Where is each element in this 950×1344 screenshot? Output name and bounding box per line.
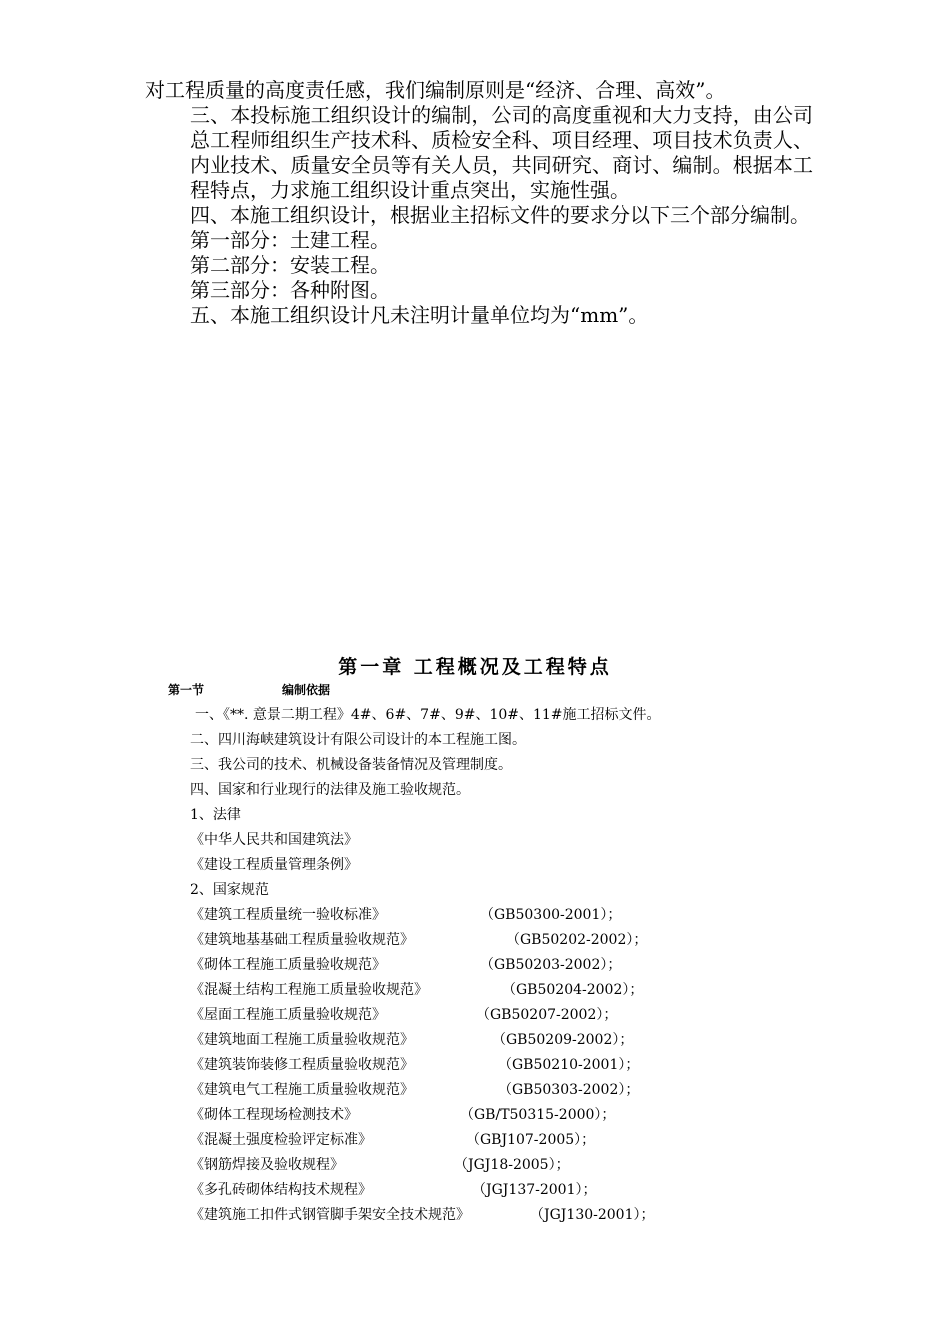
intro-paragraph-three: 三、本投标施工组织设计的编制，公司的高度重视和大力支持，由公司总工程师组织生产技术科、质检安全科、项目经理、项目技术负责人、内业技术、质量安全员等有关人员，共同研究、商讨、编制。根据本工程特点，力求施工组织设计重点突出，实施性强。 bbox=[190, 103, 813, 202]
standard-code: （GB50207-2002）； bbox=[476, 1007, 618, 1023]
standard-item bbox=[190, 928, 810, 953]
chapter-title: 第一章 工程概况及工程特点 bbox=[338, 656, 612, 678]
law-item: 《建设工程质量管理条例》 bbox=[190, 857, 358, 873]
standard-code: （JGJ130-2001）； bbox=[530, 1207, 655, 1223]
basis-item: 二、四川海峡建筑设计有限公司设计的本工程施工图。 bbox=[190, 732, 526, 748]
standard-name: 《混凝土强度检验评定标准》 bbox=[190, 1132, 372, 1148]
standard-item bbox=[190, 1128, 810, 1153]
standard-name: 《建筑装饰装修工程质量验收规范》 bbox=[190, 1057, 414, 1073]
standard-name: 《钢筋焊接及验收规程》 bbox=[190, 1157, 344, 1173]
law-heading: 1、法律 bbox=[190, 807, 241, 823]
standard-code: （GB50202-2002）； bbox=[506, 932, 648, 948]
standard-item bbox=[190, 1003, 810, 1028]
standard-item bbox=[190, 1078, 810, 1103]
part-three-line: 第三部分：各种附图。 bbox=[190, 278, 390, 302]
standard-name: 《建筑地面工程施工质量验收规范》 bbox=[190, 1032, 414, 1048]
intro-text bbox=[145, 78, 813, 328]
standard-item bbox=[190, 903, 810, 928]
basis-list bbox=[190, 703, 810, 1228]
standard-name: 《建筑工程质量统一验收标准》 bbox=[190, 907, 386, 923]
standard-code: （GB50210-2001）； bbox=[498, 1057, 640, 1073]
standard-item bbox=[190, 1103, 810, 1128]
standard-item bbox=[190, 1178, 810, 1203]
standard-name: 《砌体工程现场检测技术》 bbox=[190, 1107, 358, 1123]
standard-item bbox=[190, 978, 810, 1003]
section-title: 编制依据 bbox=[282, 683, 331, 697]
standard-item bbox=[190, 953, 810, 978]
standard-name: 《多孔砖砌体结构技术规程》 bbox=[190, 1182, 372, 1198]
basis-item: 三、我公司的技术、机械设备装备情况及管理制度。 bbox=[190, 757, 512, 773]
intro-line: 对工程质量的高度责任感，我们编制原则是“经济、合理、高效”。 bbox=[145, 78, 726, 102]
intro-paragraph-four: 四、本施工组织设计，根据业主招标文件的要求分以下三个部分编制。 bbox=[190, 203, 810, 227]
section-number: 第一节 bbox=[168, 683, 205, 697]
standard-name: 《建筑施工扣件式钢管脚手架安全技术规范》 bbox=[190, 1207, 470, 1223]
section-heading bbox=[168, 681, 330, 698]
standard-item bbox=[190, 1203, 810, 1228]
standard-code: （GB50204-2002）； bbox=[502, 982, 644, 998]
standard-code: （GB50209-2002）； bbox=[492, 1032, 634, 1048]
standard-code: （GB/T50315-2000）； bbox=[460, 1107, 616, 1123]
basis-item: 一、《**. 意景二期工程》4#、6#、7#、9#、10#、11#施工招标文件。 bbox=[195, 707, 661, 723]
standard-name: 《混凝土结构工程施工质量验收规范》 bbox=[190, 982, 428, 998]
standard-item bbox=[190, 1153, 810, 1178]
basis-item: 四、国家和行业现行的法律及施工验收规范。 bbox=[190, 782, 470, 798]
standard-name: 《建筑电气工程施工质量验收规范》 bbox=[190, 1082, 414, 1098]
standards-heading: 2、国家规范 bbox=[190, 882, 269, 898]
standard-name: 《砌体工程施工质量验收规范》 bbox=[190, 957, 386, 973]
standard-name: 《屋面工程施工质量验收规范》 bbox=[190, 1007, 386, 1023]
standard-code: （GBJ107-2005）； bbox=[466, 1132, 596, 1148]
part-one-line: 第一部分：土建工程。 bbox=[190, 228, 390, 252]
standard-code: （GB50203-2002）； bbox=[480, 957, 622, 973]
law-item: 《中华人民共和国建筑法》 bbox=[190, 832, 358, 848]
standard-name: 《建筑地基基础工程质量验收规范》 bbox=[190, 932, 414, 948]
intro-paragraph-five: 五、本施工组织设计凡未注明计量单位均为“mm”。 bbox=[190, 303, 649, 327]
standard-code: （GB50300-2001）； bbox=[480, 907, 622, 923]
standard-item bbox=[190, 1028, 810, 1053]
standard-code: （JGJ137-2001）； bbox=[472, 1182, 597, 1198]
standard-code: （GB50303-2002）； bbox=[498, 1082, 640, 1098]
standard-item bbox=[190, 1053, 810, 1078]
standard-code: （JGJ18-2005）； bbox=[454, 1157, 570, 1173]
part-two-line: 第二部分：安装工程。 bbox=[190, 253, 390, 277]
